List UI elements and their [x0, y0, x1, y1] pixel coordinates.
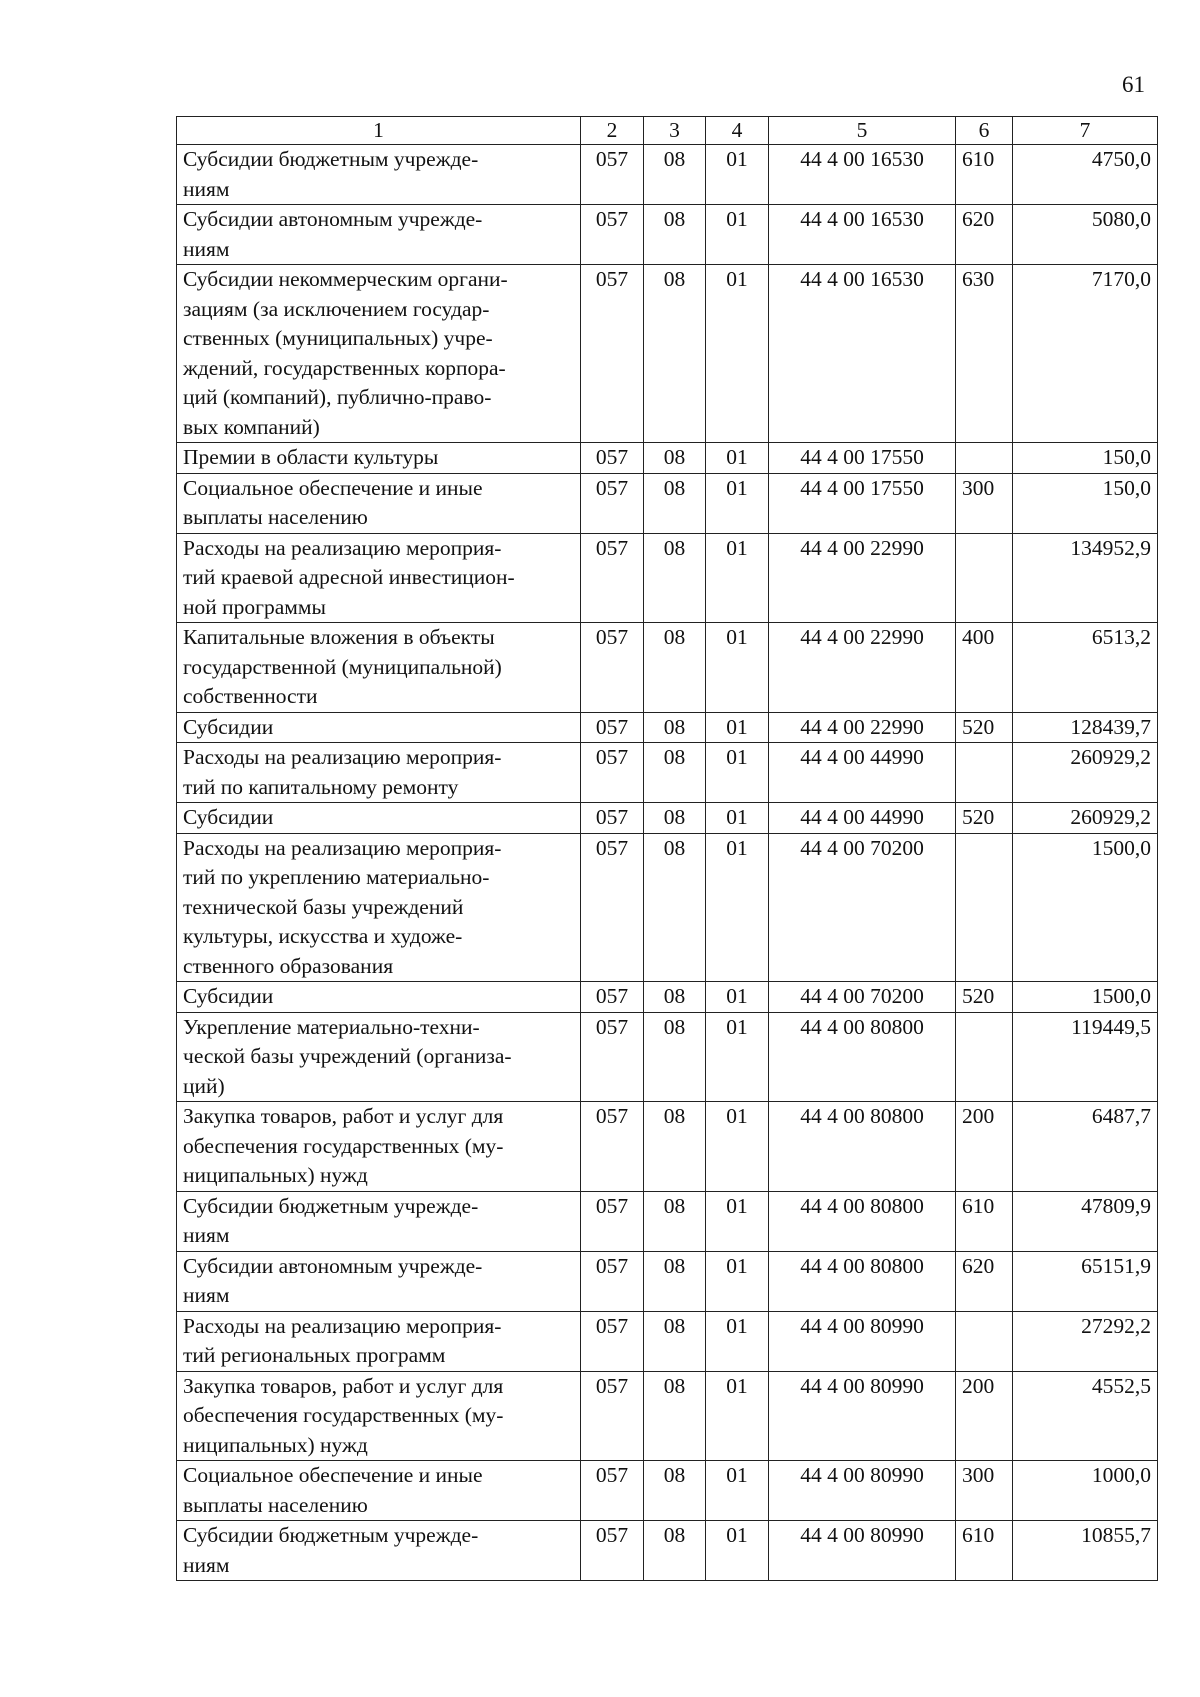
- cell-target-article: 44 4 00 16530: [769, 205, 956, 265]
- cell-item-name: Субсидии: [177, 982, 581, 1013]
- table-row: [177, 205, 1158, 265]
- cell-amount: 6513,2: [1013, 623, 1158, 713]
- cell-item-name: Субсидии автономным учрежде- ниям: [177, 1251, 581, 1311]
- cell-item-name: Укрепление материально-техни- ческой базы учреждений (организа- ций): [177, 1012, 581, 1102]
- cell-subsection: 01: [706, 265, 769, 443]
- table-row: [177, 1251, 1158, 1311]
- cell-subsection: 01: [706, 473, 769, 533]
- cell-item-name: Субсидии: [177, 712, 581, 743]
- cell-ministry-code: 057: [581, 712, 644, 743]
- table-row: [177, 473, 1158, 533]
- cell-target-article: 44 4 00 17550: [769, 443, 956, 474]
- cell-amount: 1500,0: [1013, 982, 1158, 1013]
- cell-item-name: Капитальные вложения в объекты государственной (муниципальной) собственности: [177, 623, 581, 713]
- cell-item-name: Субсидии автономным учрежде- ниям: [177, 205, 581, 265]
- cell-expense-type: 200: [956, 1102, 1013, 1192]
- cell-section: 08: [644, 205, 706, 265]
- table-row: [177, 1311, 1158, 1371]
- cell-item-name: Субсидии бюджетным учрежде- ниям: [177, 1191, 581, 1251]
- cell-amount: 4552,5: [1013, 1371, 1158, 1461]
- table-row: [177, 443, 1158, 474]
- cell-item-name: Расходы на реализацию мероприя- тий региональных программ: [177, 1311, 581, 1371]
- cell-target-article: 44 4 00 70200: [769, 982, 956, 1013]
- cell-target-article: 44 4 00 80990: [769, 1371, 956, 1461]
- cell-item-name: Закупка товаров, работ и услуг для обеспечения государственных (му- ниципальных) нужд: [177, 1102, 581, 1192]
- cell-section: 08: [644, 833, 706, 982]
- cell-target-article: 44 4 00 80990: [769, 1311, 956, 1371]
- cell-amount: 27292,2: [1013, 1311, 1158, 1371]
- cell-ministry-code: 057: [581, 982, 644, 1013]
- cell-amount: 1000,0: [1013, 1461, 1158, 1521]
- cell-target-article: 44 4 00 44990: [769, 803, 956, 834]
- table-header: [177, 117, 1158, 145]
- cell-section: 08: [644, 1521, 706, 1581]
- cell-expense-type: [956, 533, 1013, 623]
- cell-expense-type: [956, 1012, 1013, 1102]
- cell-amount: 260929,2: [1013, 803, 1158, 834]
- cell-target-article: 44 4 00 80800: [769, 1012, 956, 1102]
- cell-target-article: 44 4 00 80800: [769, 1102, 956, 1192]
- cell-subsection: 01: [706, 1191, 769, 1251]
- budget-table: [176, 116, 1158, 1581]
- cell-subsection: 01: [706, 145, 769, 205]
- table-row: [177, 1461, 1158, 1521]
- cell-subsection: 01: [706, 1251, 769, 1311]
- cell-amount: 7170,0: [1013, 265, 1158, 443]
- table-row: [177, 833, 1158, 982]
- table-row: [177, 712, 1158, 743]
- cell-amount: 5080,0: [1013, 205, 1158, 265]
- cell-item-name: Закупка товаров, работ и услуг для обеспечения государственных (му- ниципальных) нужд: [177, 1371, 581, 1461]
- cell-amount: 65151,9: [1013, 1251, 1158, 1311]
- cell-section: 08: [644, 1251, 706, 1311]
- cell-section: 08: [644, 265, 706, 443]
- table-row: [177, 1191, 1158, 1251]
- cell-ministry-code: 057: [581, 473, 644, 533]
- cell-target-article: 44 4 00 70200: [769, 833, 956, 982]
- cell-subsection: 01: [706, 743, 769, 803]
- cell-ministry-code: 057: [581, 623, 644, 713]
- cell-expense-type: 300: [956, 1461, 1013, 1521]
- cell-expense-type: 610: [956, 1521, 1013, 1581]
- cell-section: 08: [644, 1102, 706, 1192]
- cell-target-article: 44 4 00 80800: [769, 1191, 956, 1251]
- cell-item-name: Субсидии бюджетным учрежде- ниям: [177, 145, 581, 205]
- cell-amount: 128439,7: [1013, 712, 1158, 743]
- cell-target-article: 44 4 00 80800: [769, 1251, 956, 1311]
- cell-target-article: 44 4 00 22990: [769, 533, 956, 623]
- cell-subsection: 01: [706, 712, 769, 743]
- header-col-5: 5: [769, 117, 956, 145]
- cell-ministry-code: 057: [581, 1012, 644, 1102]
- table-row: [177, 1521, 1158, 1581]
- cell-item-name: Социальное обеспечение и иные выплаты населению: [177, 473, 581, 533]
- header-col-4: 4: [706, 117, 769, 145]
- cell-ministry-code: 057: [581, 1311, 644, 1371]
- cell-amount: 134952,9: [1013, 533, 1158, 623]
- cell-section: 08: [644, 743, 706, 803]
- cell-ministry-code: 057: [581, 443, 644, 474]
- cell-expense-type: [956, 743, 1013, 803]
- cell-subsection: 01: [706, 833, 769, 982]
- cell-subsection: 01: [706, 443, 769, 474]
- cell-subsection: 01: [706, 1012, 769, 1102]
- cell-target-article: 44 4 00 22990: [769, 623, 956, 713]
- cell-ministry-code: 057: [581, 803, 644, 834]
- table-row: [177, 1012, 1158, 1102]
- table-row: [177, 265, 1158, 443]
- cell-section: 08: [644, 533, 706, 623]
- cell-subsection: 01: [706, 803, 769, 834]
- cell-expense-type: 520: [956, 982, 1013, 1013]
- cell-section: 08: [644, 1012, 706, 1102]
- cell-section: 08: [644, 145, 706, 205]
- cell-ministry-code: 057: [581, 265, 644, 443]
- header-row: [177, 117, 1158, 145]
- cell-ministry-code: 057: [581, 1461, 644, 1521]
- table-row: [177, 145, 1158, 205]
- cell-ministry-code: 057: [581, 205, 644, 265]
- table-body: [177, 145, 1158, 1581]
- cell-item-name: Социальное обеспечение и иные выплаты населению: [177, 1461, 581, 1521]
- cell-amount: 119449,5: [1013, 1012, 1158, 1102]
- cell-ministry-code: 057: [581, 1251, 644, 1311]
- cell-expense-type: [956, 833, 1013, 982]
- cell-section: 08: [644, 803, 706, 834]
- cell-target-article: 44 4 00 17550: [769, 473, 956, 533]
- cell-ministry-code: 057: [581, 1102, 644, 1192]
- cell-item-name: Расходы на реализацию мероприя- тий по укреплению материально- технической базы учреждений культуры, искусства и художе- ственного образования: [177, 833, 581, 982]
- cell-amount: 1500,0: [1013, 833, 1158, 982]
- cell-subsection: 01: [706, 1371, 769, 1461]
- cell-section: 08: [644, 1311, 706, 1371]
- cell-section: 08: [644, 443, 706, 474]
- page-number: 61: [1122, 72, 1145, 97]
- table-row: [177, 623, 1158, 713]
- cell-target-article: 44 4 00 22990: [769, 712, 956, 743]
- cell-item-name: Субсидии: [177, 803, 581, 834]
- cell-expense-type: 610: [956, 1191, 1013, 1251]
- cell-subsection: 01: [706, 1461, 769, 1521]
- cell-ministry-code: 057: [581, 833, 644, 982]
- cell-expense-type: 400: [956, 623, 1013, 713]
- cell-item-name: Премии в области культуры: [177, 443, 581, 474]
- cell-subsection: 01: [706, 623, 769, 713]
- cell-section: 08: [644, 1191, 706, 1251]
- cell-ministry-code: 057: [581, 1521, 644, 1581]
- cell-expense-type: 610: [956, 145, 1013, 205]
- cell-subsection: 01: [706, 1311, 769, 1371]
- cell-section: 08: [644, 623, 706, 713]
- header-col-1: 1: [177, 117, 581, 145]
- cell-subsection: 01: [706, 982, 769, 1013]
- cell-ministry-code: 057: [581, 145, 644, 205]
- header-col-2: 2: [581, 117, 644, 145]
- cell-subsection: 01: [706, 1521, 769, 1581]
- cell-amount: 260929,2: [1013, 743, 1158, 803]
- table-row: [177, 743, 1158, 803]
- cell-item-name: Субсидии бюджетным учрежде- ниям: [177, 1521, 581, 1581]
- cell-expense-type: 630: [956, 265, 1013, 443]
- cell-item-name: Расходы на реализацию мероприя- тий краевой адресной инвестицион- ной программы: [177, 533, 581, 623]
- cell-amount: 150,0: [1013, 473, 1158, 533]
- cell-amount: 150,0: [1013, 443, 1158, 474]
- cell-amount: 6487,7: [1013, 1102, 1158, 1192]
- cell-subsection: 01: [706, 533, 769, 623]
- cell-expense-type: 200: [956, 1371, 1013, 1461]
- cell-section: 08: [644, 1371, 706, 1461]
- cell-subsection: 01: [706, 1102, 769, 1192]
- cell-item-name: Субсидии некоммерческим органи- зациям (за исключением государ- ственных (муниципальных) учре- ждений, государственных корпора- ций (компаний), публично-право- вых компаний): [177, 265, 581, 443]
- cell-amount: 10855,7: [1013, 1521, 1158, 1581]
- table-row: [177, 982, 1158, 1013]
- cell-amount: 4750,0: [1013, 145, 1158, 205]
- cell-section: 08: [644, 473, 706, 533]
- cell-ministry-code: 057: [581, 1371, 644, 1461]
- table-row: [177, 533, 1158, 623]
- cell-target-article: 44 4 00 80990: [769, 1461, 956, 1521]
- cell-expense-type: 300: [956, 473, 1013, 533]
- cell-expense-type: [956, 1311, 1013, 1371]
- cell-section: 08: [644, 1461, 706, 1521]
- header-col-6: 6: [956, 117, 1013, 145]
- cell-target-article: 44 4 00 16530: [769, 145, 956, 205]
- cell-ministry-code: 057: [581, 1191, 644, 1251]
- cell-amount: 47809,9: [1013, 1191, 1158, 1251]
- header-col-7: 7: [1013, 117, 1158, 145]
- cell-section: 08: [644, 982, 706, 1013]
- cell-section: 08: [644, 712, 706, 743]
- cell-target-article: 44 4 00 80990: [769, 1521, 956, 1581]
- table-row: [177, 1371, 1158, 1461]
- cell-ministry-code: 057: [581, 533, 644, 623]
- cell-expense-type: 620: [956, 1251, 1013, 1311]
- table-row: [177, 803, 1158, 834]
- header-col-3: 3: [644, 117, 706, 145]
- cell-expense-type: 520: [956, 712, 1013, 743]
- cell-item-name: Расходы на реализацию мероприя- тий по капитальному ремонту: [177, 743, 581, 803]
- table-row: [177, 1102, 1158, 1192]
- cell-ministry-code: 057: [581, 743, 644, 803]
- cell-expense-type: 520: [956, 803, 1013, 834]
- cell-expense-type: [956, 443, 1013, 474]
- cell-target-article: 44 4 00 16530: [769, 265, 956, 443]
- cell-expense-type: 620: [956, 205, 1013, 265]
- cell-subsection: 01: [706, 205, 769, 265]
- cell-target-article: 44 4 00 44990: [769, 743, 956, 803]
